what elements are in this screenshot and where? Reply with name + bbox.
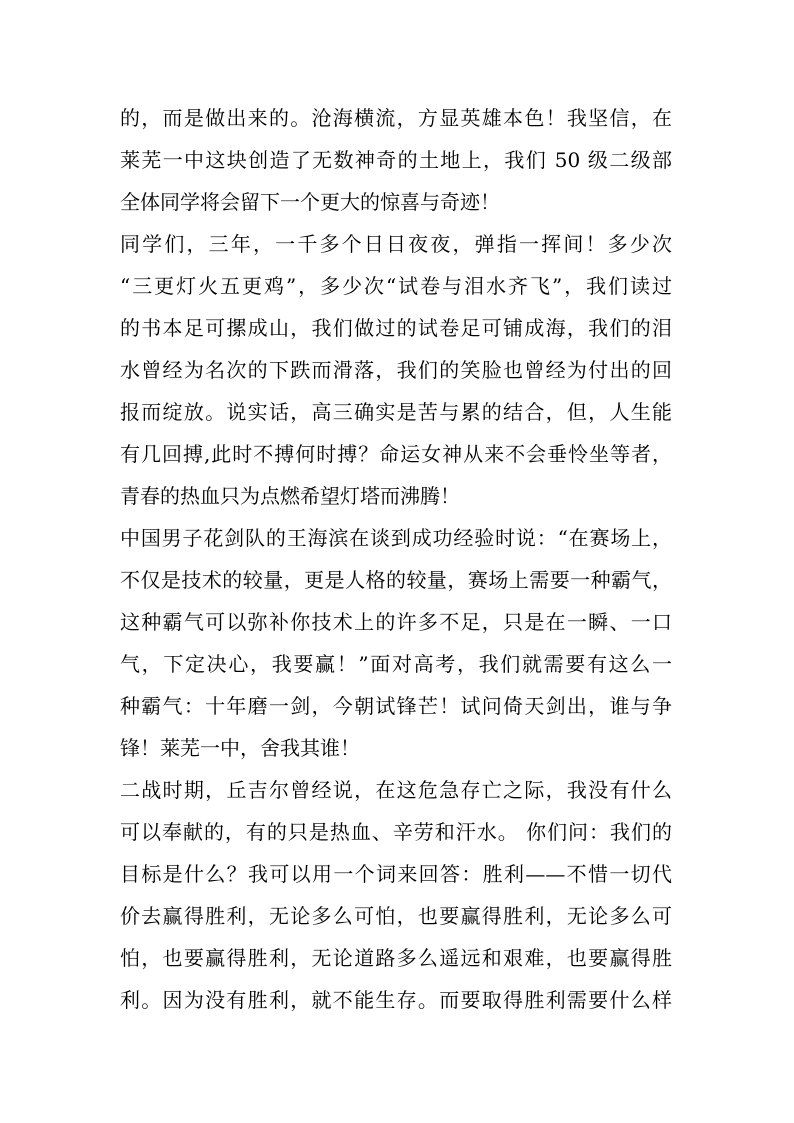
text-line: 二战时期，丘吉尔曾经说，在这危急存亡之际，我没有什么 xyxy=(120,778,672,802)
text-line: 可以奉献的，有的只是热血、辛劳和汗水。 你们问：我们的 xyxy=(120,820,672,844)
text-line: 报而绽放。说实话，高三确实是苦与累的结合，但，人生能 xyxy=(120,400,672,424)
text-line: 利。因为没有胜利，就不能生存。而要取得胜利需要什么样 xyxy=(120,988,672,1012)
paragraph-classmates xyxy=(120,223,672,517)
text-line: 的书本足可摞成山，我们做过的试卷足可铺成海，我们的泪 xyxy=(120,316,672,340)
paragraph-churchill xyxy=(120,769,672,1021)
text-line: 这种霸气可以弥补你技术上的许多不足，只是在一瞬、一口 xyxy=(120,610,672,634)
text-line: 的，而是做出来的。沧海横流，方显英雄本色！我坚信，在 xyxy=(120,106,672,130)
text-line: 水曾经为名次的下跌而滑落，我们的笑脸也曾经为付出的回 xyxy=(120,358,672,382)
text-line: 不仅是技术的较量，更是人格的较量，赛场上需要一种霸气， xyxy=(120,568,672,592)
text-line: 种霸气：十年磨一剑，今朝试锋芒！试问倚天剑出，谁与争 xyxy=(120,694,672,718)
paragraph-fencing xyxy=(120,517,672,769)
text-line: 气，下定决心，我要赢！”面对高考，我们就需要有这么一 xyxy=(120,652,672,676)
text-line: 中国男子花剑队的王海滨在谈到成功经验时说：“在赛场上， xyxy=(120,526,672,550)
text-line: 怕，也要赢得胜利，无论道路多么遥远和艰难，也要赢得胜 xyxy=(120,946,672,970)
text-line: 目标是什么？我可以用一个词来回答：胜利——不惜一切代 xyxy=(120,862,672,886)
text-line: “三更灯火五更鸡”，多少次“试卷与泪水齐飞”，我们读过 xyxy=(120,274,672,298)
text-line: 有几回搏,此时不搏何时搏？命运女神从来不会垂怜坐等者， xyxy=(120,442,672,466)
text-line: 莱芜一中这块创造了无数神奇的土地上，我们 50 级二级部 xyxy=(120,148,672,172)
text-line: 全体同学将会留下一个更大的惊喜与奇迹！ xyxy=(120,190,500,214)
paragraph-continuation xyxy=(120,97,672,223)
text-line: 锋！莱芜一中，舍我其谁！ xyxy=(120,736,360,760)
text-line: 青春的热血只为点燃希望灯塔而沸腾！ xyxy=(120,484,460,508)
text-line: 同学们，三年，一千多个日日夜夜，弹指一挥间！多少次 xyxy=(120,232,672,256)
body-text xyxy=(120,97,672,1021)
text-line: 价去赢得胜利，无论多么可怕，也要赢得胜利，无论多么可 xyxy=(120,904,672,928)
